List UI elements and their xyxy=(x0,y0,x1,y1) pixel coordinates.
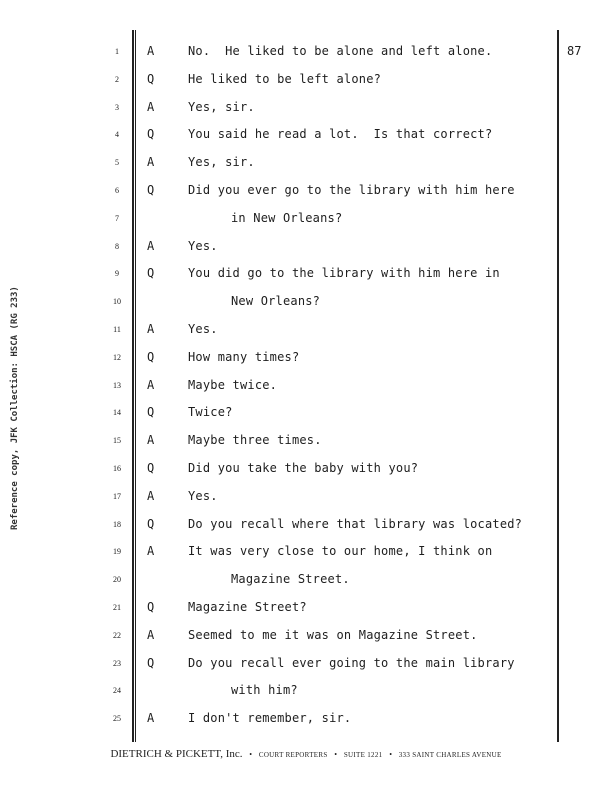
footer-address: 333 SAINT CHARLES AVENUE xyxy=(398,751,502,759)
speaker-label: A xyxy=(147,433,155,448)
transcript-text: New Orleans? xyxy=(231,294,321,309)
reporter-footer: DIETRICH & PICKETT, Inc. • COURT REPORTERS • SUITE 1221 • 333 SAINT CHARLES AVENUE xyxy=(110,748,502,760)
line-number: 7 xyxy=(115,213,119,223)
line-number: 9 xyxy=(115,269,119,279)
right-margin-rule xyxy=(557,30,559,742)
line-number: 11 xyxy=(113,325,121,334)
transcript-text: Twice? xyxy=(188,405,233,420)
line-number: 16 xyxy=(113,464,121,473)
transcript-text: Yes. xyxy=(188,322,218,336)
transcript-text: with him? xyxy=(231,683,298,698)
line-number: 20 xyxy=(113,575,121,585)
page-number: 87 xyxy=(567,44,582,58)
line-number: 19 xyxy=(113,547,121,557)
transcript-text: You said he read a lot. Is that correct? xyxy=(188,127,493,142)
speaker-label: A xyxy=(147,377,155,392)
line-number: 3 xyxy=(115,102,119,112)
line-number: 21 xyxy=(113,603,121,612)
speaker-label: Q xyxy=(147,600,155,614)
line-number: 10 xyxy=(113,297,121,307)
line-number: 12 xyxy=(113,352,121,362)
line-number: 24 xyxy=(113,686,121,696)
transcript-text: Yes. xyxy=(188,488,218,503)
transcript-text: Did you ever go to the library with him here xyxy=(188,183,515,197)
line-number: 18 xyxy=(113,519,121,529)
transcript-text: You did go to the library with him here in xyxy=(188,266,500,281)
line-number: 1 xyxy=(115,47,119,56)
speaker-label: A xyxy=(147,544,155,559)
transcript-text: Do you recall ever going to the main library xyxy=(188,655,515,670)
speaker-label: A xyxy=(147,488,155,503)
line-number: 4 xyxy=(115,130,119,140)
footer-court-reporters: COURT REPORTERS xyxy=(258,751,328,759)
left-margin-rule-outer xyxy=(132,30,134,742)
line-number: 23 xyxy=(113,658,121,668)
transcript-text: Yes, sir. xyxy=(188,155,255,170)
speaker-label: A xyxy=(147,44,155,58)
line-number: 25 xyxy=(113,714,121,724)
archive-stamp: Reference copy, JFK Collection: HSCA (RG 233) xyxy=(10,286,20,530)
transcript-text: Seemed to me it was on Magazine Street. xyxy=(188,627,478,642)
speaker-label: Q xyxy=(147,349,155,364)
line-number: 2 xyxy=(115,74,119,84)
transcript-text: Do you recall where that library was located? xyxy=(188,516,523,531)
speaker-label: A xyxy=(147,322,155,336)
line-number: 8 xyxy=(115,241,119,251)
transcript-text: It was very close to our home, I think on xyxy=(188,544,493,559)
transcript-text: Maybe three times. xyxy=(188,433,322,448)
line-number: 22 xyxy=(113,630,121,640)
speaker-label: A xyxy=(147,627,155,642)
speaker-label: Q xyxy=(147,266,155,281)
speaker-label: Q xyxy=(147,461,155,475)
line-number: 14 xyxy=(113,408,121,418)
speaker-label: Q xyxy=(147,405,155,420)
transcript-text: Did you take the baby with you? xyxy=(188,461,419,475)
transcript-text: in New Orleans? xyxy=(231,210,343,225)
footer-suite: SUITE 1221 xyxy=(343,751,383,759)
transcript-text: Magazine Street. xyxy=(231,572,350,587)
line-number: 15 xyxy=(113,436,121,446)
transcript-text: I don't remember, sir. xyxy=(188,711,352,726)
transcript-text: Yes, sir. xyxy=(188,99,255,114)
transcript-text: How many times? xyxy=(188,349,300,364)
line-number: 17 xyxy=(113,491,121,501)
speaker-label: Q xyxy=(147,127,155,142)
line-number: 6 xyxy=(115,186,119,195)
transcript-text: Magazine Street? xyxy=(188,600,307,614)
speaker-label: Q xyxy=(147,183,155,197)
speaker-label: A xyxy=(147,711,155,726)
speaker-label: A xyxy=(147,238,155,253)
line-number: 5 xyxy=(115,158,119,168)
speaker-label: Q xyxy=(147,516,155,531)
transcript-text: No. He liked to be alone and left alone. xyxy=(188,44,493,58)
line-number: 13 xyxy=(113,380,121,390)
footer-company: DIETRICH & PICKETT, Inc. xyxy=(110,748,243,760)
speaker-label: Q xyxy=(147,71,155,86)
speaker-label: A xyxy=(147,155,155,170)
transcript-text: He liked to be left alone? xyxy=(188,71,382,86)
transcript-text: Maybe twice. xyxy=(188,377,278,392)
speaker-label: A xyxy=(147,99,155,114)
speaker-label: Q xyxy=(147,655,155,670)
transcript-text: Yes. xyxy=(188,238,218,253)
left-margin-rule-inner xyxy=(135,30,136,742)
